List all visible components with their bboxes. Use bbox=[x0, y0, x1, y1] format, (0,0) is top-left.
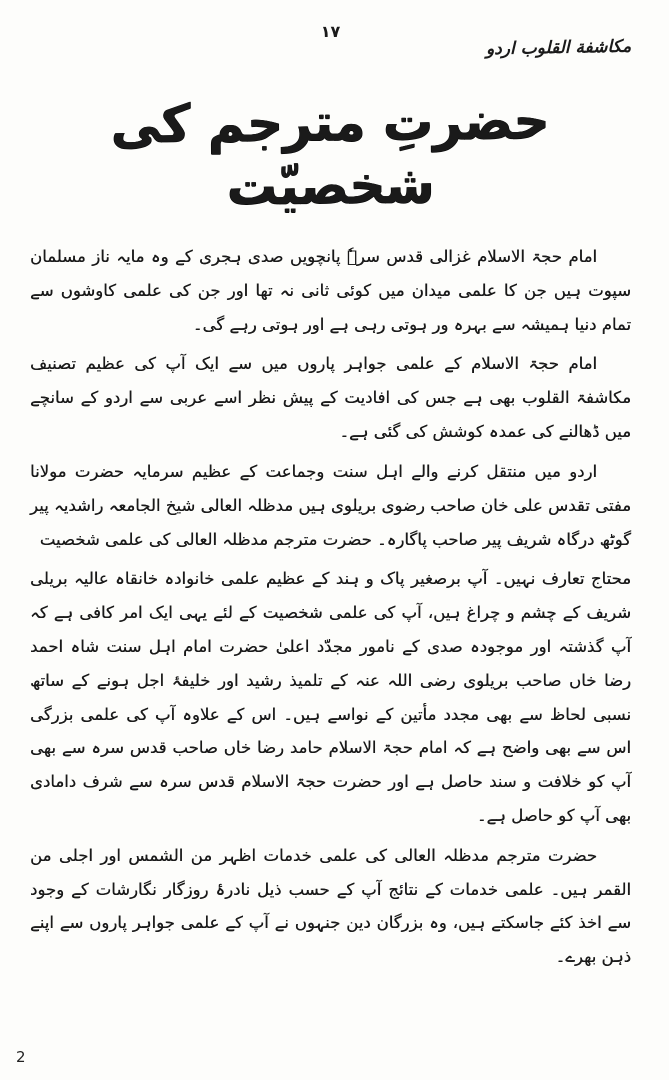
paragraph-5: حضرت مترجم مدظلہ العالی کی علمی خدمات اظہر من الشمس اور اجلی من القمر ہیں۔ علمی خدمات کے نتائج آپ کے حسب ذیل نادرۂ روزگار نگارشات کے وجود سے اخذ کئے جاسکتے ہیں، وہ بزرگان دین جنہوں نے آپ کے علمی جواہر پاروں سے اپنے ذہن بھرے۔ bbox=[30, 845, 631, 967]
book-title: مکاشفة القلوب اردو bbox=[485, 36, 632, 60]
page-number-urdu: ۱۷ bbox=[320, 22, 341, 41]
paragraph-1: امام حجۃ الاسلام غزالی قدس سرہٗ پانچویں صدی ہجری کے وہ مایہ ناز مسلمان سپوت ہیں جن کا علمی میدان میں کوئی ثانی نہ تھا اور جن کی علمی کاوشوں سے تمام دنیا ہمیشہ سے بہرہ ور ہوتی رہی ہے اور ہوتی رہے گی۔ bbox=[30, 247, 631, 334]
paragraph-3: اردو میں منتقل کرنے والے اہل سنت وجماعت کے عظیم سرمایہ حضرت مولانا مفتی تقدس علی خان صاحب رضوی بریلوی ہیں مدظلہ العالی شیخ الجامعہ راشدیہ پیر گوٹھ درگاہ شریف پیر صاحب پاگارہ۔ حضرت مترجم مدظلہ العالی کی علمی شخصیت bbox=[30, 461, 631, 549]
page-number-footer: 2 bbox=[16, 1048, 26, 1066]
paragraph-4: محتاج تعارف نہیں۔ آپ برصغیر پاک و ہند کے عظیم علمی خانوادہ خانقاہ عالیہ بریلی شریف کے چشم و چراغ ہیں، آپ کی علمی شخصیت کے لئے یہی ایک امر کافی ہے کہ آپ گذشتہ اور موجودہ صدی کے نامور مجدّد اعلیٰ حضرت امام اہل سنت شاہ احمد رضا خاں صاحب بریلوی رضی اللہ عنہ کے تلمیذ رشید اور خلیفۂ اجل ہونے کے ساتھ نسبی لحاظ سے بھی مجدد مأتین کے نواسے ہیں۔ اس کے علاوہ آپ کی علمی بزرگی اس سے بھی واضح ہے کہ امام حجۃ الاسلام حامد رضا خاں صاحب قدس سرہ سے بھی آپ کو خلافت و سند حاصل ہے اور حضرت حجۃ الاسلام قدس سرہ سے شرف دامادی بھی آپ کو حاصل ہے۔ bbox=[30, 569, 631, 825]
body-text bbox=[30, 240, 631, 974]
page-header bbox=[30, 18, 631, 64]
chapter-title: حضرتِ مترجم کی شخصیّت bbox=[110, 90, 550, 217]
paragraph-2: امام حجۃ الاسلام کے علمی جواہر پاروں میں سے ایک آپ کی عظیم تصنیف مکاشفۃ القلوب بھی ہے جس کی افادیت کے پیش نظر اسے عربی سے اردو کے سانچے میں ڈھالنے کی عمدہ کوشش کی گئی ہے۔ bbox=[30, 354, 631, 442]
